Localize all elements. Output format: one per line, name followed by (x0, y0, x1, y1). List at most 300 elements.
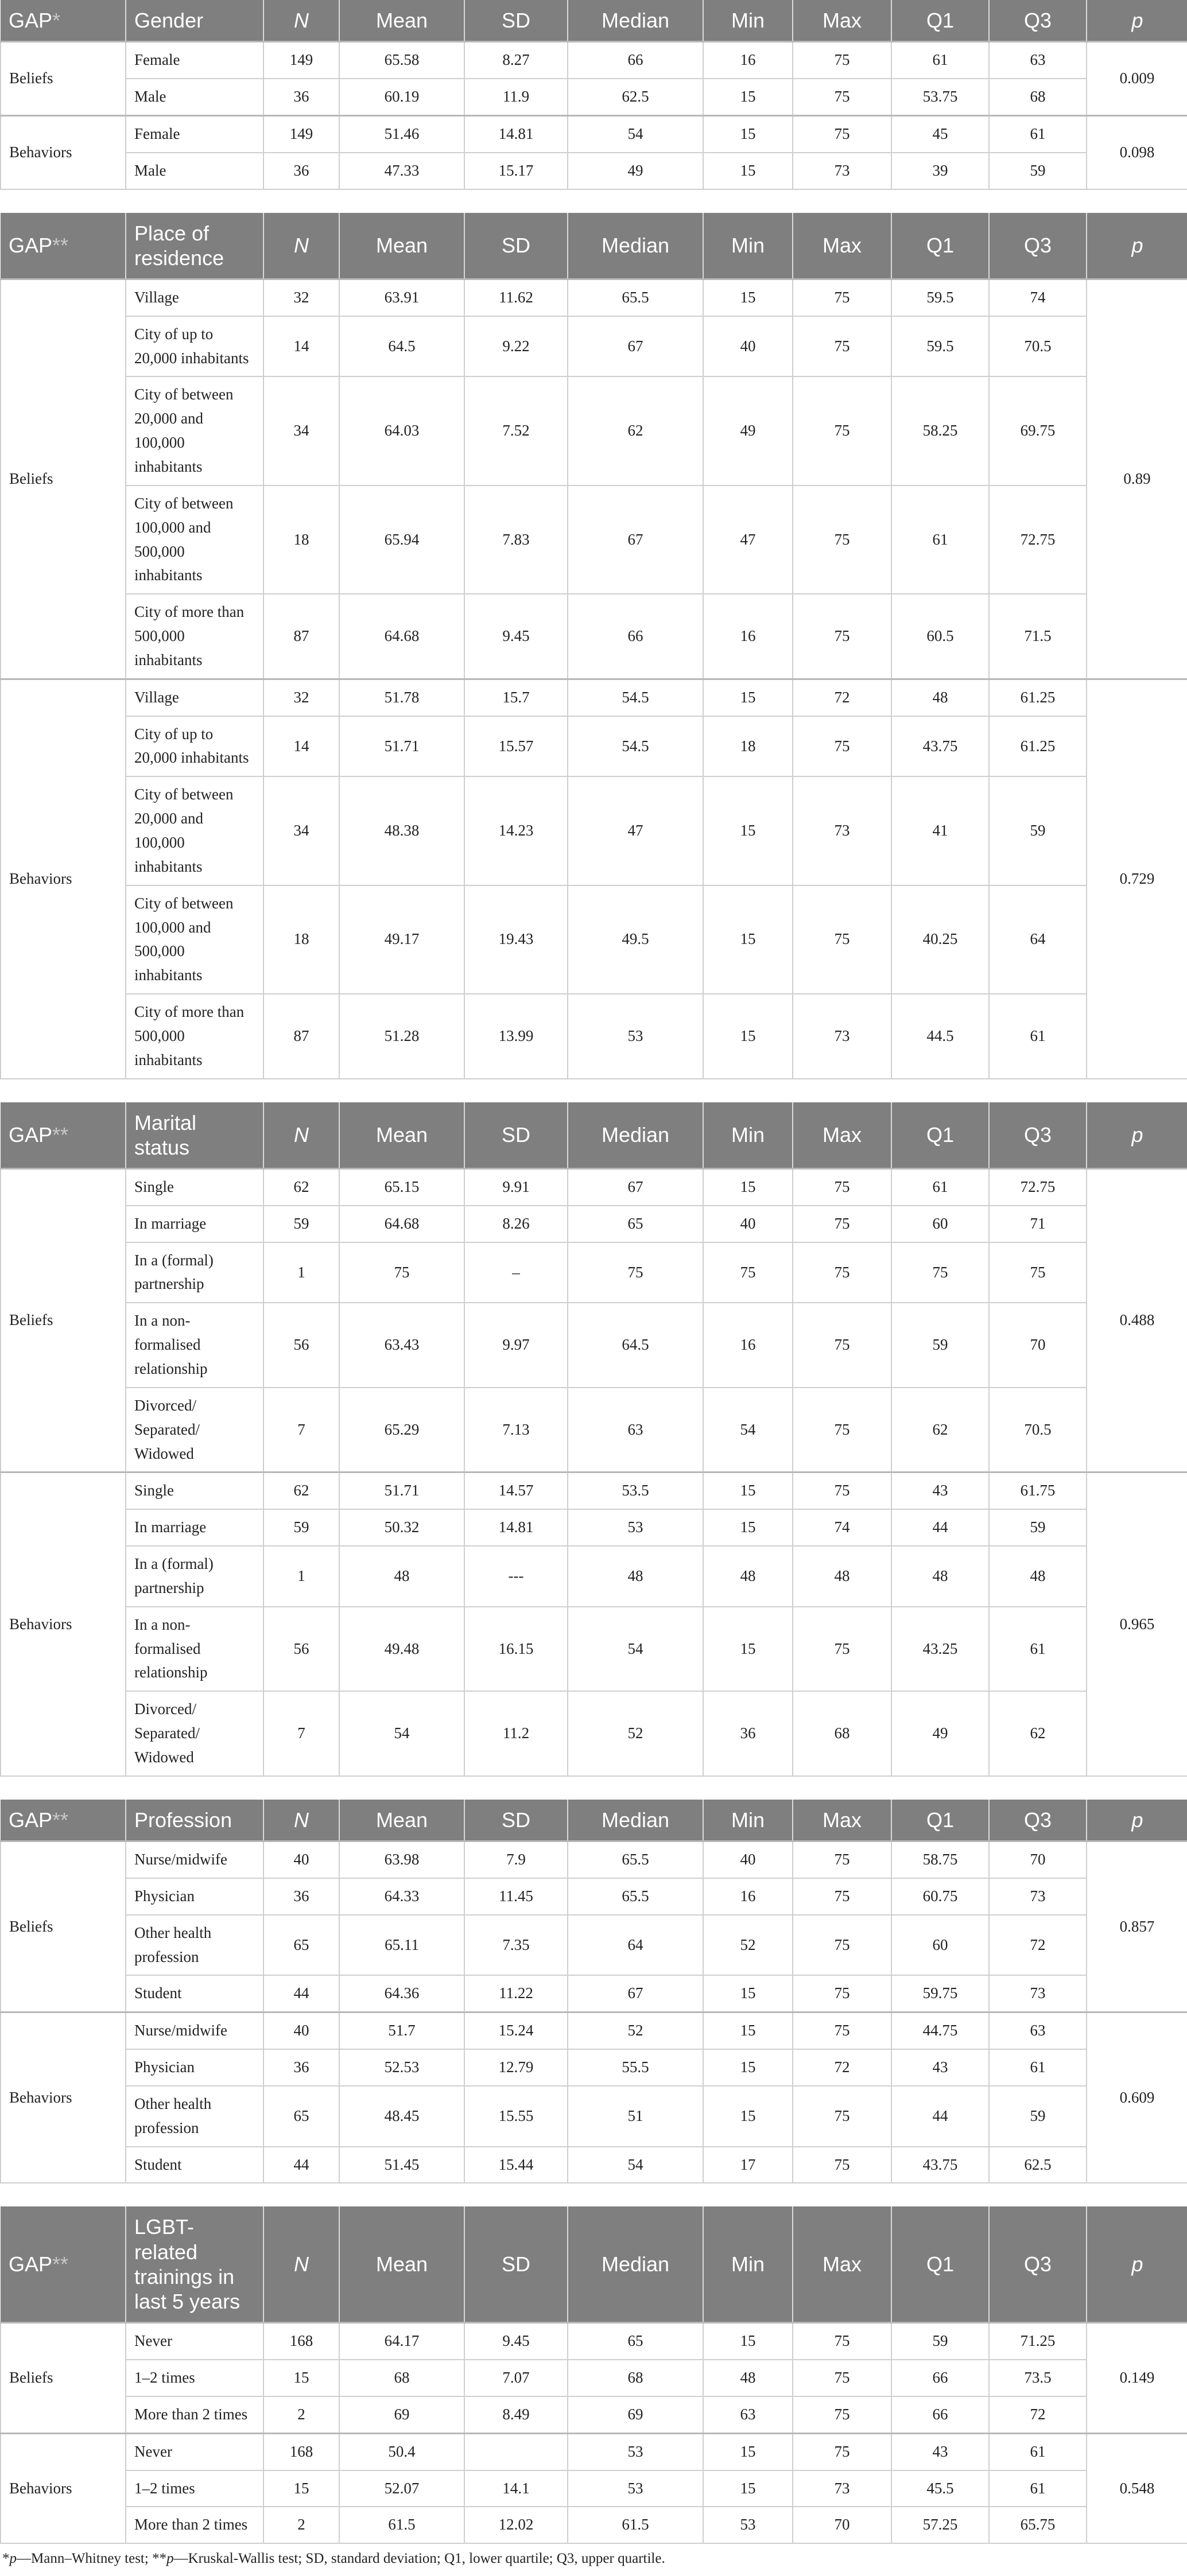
n-cell: 7 (263, 1691, 339, 1776)
header-sd: SD (464, 0, 568, 42)
median-cell: 75 (568, 1242, 703, 1303)
mean-cell: 75 (339, 1242, 464, 1303)
q3-cell: 59 (989, 1509, 1087, 1546)
median-cell: 53 (568, 1509, 703, 1546)
min-cell: 47 (703, 485, 793, 594)
min-cell: 16 (703, 42, 793, 79)
p-value-cell: 0.857 (1087, 1841, 1187, 2012)
q1-cell: 61 (891, 1168, 989, 1205)
category-cell: In a (formal) partnership (126, 1546, 263, 1607)
max-cell: 75 (793, 2323, 891, 2360)
header-gap-label: GAP (9, 1808, 53, 1832)
q1-cell: 39 (891, 153, 989, 189)
min-cell: 40 (703, 1841, 793, 1878)
header-variable: Gender (126, 0, 263, 42)
table-row (1, 79, 1187, 115)
p-value-cell: 0.609 (1087, 2012, 1187, 2183)
mean-cell: 54 (339, 1691, 464, 1776)
q3-cell: 73 (989, 1975, 1087, 2012)
sd-cell: 7.13 (464, 1388, 568, 1472)
n-cell: 149 (263, 115, 339, 152)
sd-cell: 7.83 (464, 485, 568, 594)
n-cell: 36 (263, 2049, 339, 2086)
header-median: Median (568, 213, 703, 279)
median-cell: 49 (568, 153, 703, 189)
n-cell: 18 (263, 885, 339, 994)
min-cell: 18 (703, 716, 793, 777)
q1-cell: 44 (891, 1509, 989, 1546)
header-variable: Place of residence (126, 213, 263, 279)
category-cell: In a (formal) partnership (126, 1242, 263, 1303)
max-cell: 48 (793, 1546, 891, 1607)
header-min: Min (703, 1800, 793, 1841)
sd-cell: 14.23 (464, 776, 568, 885)
p-value-cell: 0.548 (1087, 2433, 1187, 2543)
median-cell: 66 (568, 42, 703, 79)
max-cell: 75 (793, 885, 891, 994)
q3-cell: 72.75 (989, 485, 1087, 594)
header-gap-mark: ** (52, 1808, 69, 1832)
mean-cell: 63.43 (339, 1303, 464, 1388)
mean-cell: 48.38 (339, 776, 464, 885)
mean-cell: 64.68 (339, 594, 464, 679)
mean-cell: 47.33 (339, 153, 464, 189)
q3-cell: 74 (989, 279, 1087, 316)
table-row (1, 1303, 1187, 1388)
n-cell: 40 (263, 1841, 339, 1878)
table-row (1, 279, 1187, 316)
category-cell: Never (126, 2323, 263, 2360)
category-cell: Village (126, 679, 263, 716)
sd-cell: 11.62 (464, 279, 568, 316)
sd-cell: 15.55 (464, 2086, 568, 2147)
sd-cell: 14.57 (464, 1472, 568, 1509)
n-cell: 34 (263, 776, 339, 885)
min-cell: 15 (703, 1168, 793, 1205)
q1-cell: 43.75 (891, 716, 989, 777)
median-cell: 67 (568, 1168, 703, 1205)
p-value-cell: 0.89 (1087, 279, 1187, 679)
max-cell: 72 (793, 2049, 891, 2086)
group-label: Behaviors (1, 115, 126, 189)
n-cell: 44 (263, 2147, 339, 2183)
header-median: Median (568, 1102, 703, 1169)
p-value-cell: 0.098 (1087, 115, 1187, 189)
category-cell: Divorced/ Separated/ Widowed (126, 1691, 263, 1776)
min-cell: 16 (703, 1303, 793, 1388)
median-cell: 65.5 (568, 279, 703, 316)
sd-cell: 9.91 (464, 1168, 568, 1205)
median-cell: 61.5 (568, 2507, 703, 2543)
sd-cell: 11.9 (464, 79, 568, 115)
q3-cell: 73.5 (989, 2360, 1087, 2396)
header-sd: SD (464, 213, 568, 279)
p-value-cell: 0.149 (1087, 2323, 1187, 2434)
category-cell: Female (126, 42, 263, 79)
q1-cell: 60.75 (891, 1878, 989, 1915)
header-max: Max (793, 0, 891, 42)
median-cell: 65 (568, 1206, 703, 1242)
max-cell: 75 (793, 1915, 891, 1976)
category-cell: In marriage (126, 1206, 263, 1242)
max-cell: 75 (793, 316, 891, 377)
sd-cell: – (464, 1242, 568, 1303)
header-p: p (1087, 213, 1187, 279)
sd-cell: 19.43 (464, 885, 568, 994)
table-row (1, 1546, 1187, 1607)
category-cell: 1–2 times (126, 2470, 263, 2507)
header-min: Min (703, 1102, 793, 1169)
header-mean: Mean (339, 2206, 464, 2322)
header-max: Max (793, 1102, 891, 1169)
category-cell: City of up to 20,000 inhabitants (126, 716, 263, 777)
n-cell: 18 (263, 485, 339, 594)
q1-cell: 53.75 (891, 79, 989, 115)
q3-cell: 70 (989, 1841, 1087, 1878)
median-cell: 53 (568, 2470, 703, 2507)
median-cell: 68 (568, 2360, 703, 2396)
header-gap (1, 1102, 126, 1169)
q1-cell: 59.5 (891, 279, 989, 316)
max-cell: 70 (793, 2507, 891, 2543)
table-row (1, 2507, 1187, 2543)
q1-cell: 48 (891, 1546, 989, 1607)
table-header-row (1, 2206, 1187, 2322)
median-cell: 62.5 (568, 79, 703, 115)
sd-cell: 7.07 (464, 2360, 568, 2396)
median-cell: 67 (568, 1975, 703, 2012)
median-cell: 54.5 (568, 679, 703, 716)
stats-table (0, 0, 1187, 190)
sd-cell: 13.99 (464, 994, 568, 1079)
table-row (1, 885, 1187, 994)
min-cell: 15 (703, 2049, 793, 2086)
sd-cell: 15.57 (464, 716, 568, 777)
min-cell: 15 (703, 2470, 793, 2507)
min-cell: 16 (703, 1878, 793, 1915)
sd-cell: 12.02 (464, 2507, 568, 2543)
n-cell: 62 (263, 1472, 339, 1509)
q1-cell: 61 (891, 485, 989, 594)
category-cell: Nurse/midwife (126, 1841, 263, 1878)
q3-cell: 61 (989, 2433, 1087, 2470)
max-cell: 75 (793, 2360, 891, 2396)
header-gap-label: GAP (9, 1123, 53, 1147)
header-gap-label: GAP (9, 2252, 53, 2276)
header-mean: Mean (339, 213, 464, 279)
category-cell: City of between 100,000 and 500,000 inhabitants (126, 885, 263, 994)
median-cell: 53 (568, 2433, 703, 2470)
median-cell: 51 (568, 2086, 703, 2147)
n-cell: 7 (263, 1388, 339, 1472)
mean-cell: 49.17 (339, 885, 464, 994)
min-cell: 40 (703, 1206, 793, 1242)
footnote-p-2: p (166, 2551, 174, 2567)
q3-cell: 70 (989, 1303, 1087, 1388)
min-cell: 53 (703, 2507, 793, 2543)
min-cell: 75 (703, 1242, 793, 1303)
min-cell: 17 (703, 2147, 793, 2183)
category-cell: Other health profession (126, 2086, 263, 2147)
header-sd: SD (464, 2206, 568, 2322)
mean-cell: 48.45 (339, 2086, 464, 2147)
table-row (1, 376, 1187, 485)
category-cell: In a non-formalised relationship (126, 1303, 263, 1388)
n-cell: 56 (263, 1303, 339, 1388)
mean-cell: 51.28 (339, 994, 464, 1079)
table-row (1, 1242, 1187, 1303)
sd-cell: 8.26 (464, 1206, 568, 1242)
mean-cell: 61.5 (339, 2507, 464, 2543)
table-row (1, 2012, 1187, 2049)
table-row (1, 679, 1187, 716)
table-row (1, 115, 1187, 152)
sd-cell: 12.79 (464, 2049, 568, 2086)
header-q3: Q3 (989, 2206, 1087, 2322)
category-cell: City of between 20,000 and 100,000 inhabitants (126, 776, 263, 885)
n-cell: 15 (263, 2470, 339, 2507)
mean-cell: 51.45 (339, 2147, 464, 2183)
footnote-lead: * (2, 2551, 10, 2567)
max-cell: 75 (793, 79, 891, 115)
median-cell: 52 (568, 1691, 703, 1776)
table-row (1, 1509, 1187, 1546)
mean-cell: 64.5 (339, 316, 464, 377)
table-row (1, 42, 1187, 79)
q3-cell: 75 (989, 1242, 1087, 1303)
min-cell: 15 (703, 2012, 793, 2049)
mean-cell: 69 (339, 2396, 464, 2433)
header-median: Median (568, 0, 703, 42)
mean-cell: 64.03 (339, 376, 464, 485)
max-cell: 75 (793, 594, 891, 679)
q3-cell: 61 (989, 994, 1087, 1079)
n-cell: 62 (263, 1168, 339, 1205)
min-cell: 15 (703, 1607, 793, 1692)
n-cell: 168 (263, 2433, 339, 2470)
sd-cell: 15.7 (464, 679, 568, 716)
table-row (1, 1691, 1187, 1776)
q3-cell: 70.5 (989, 316, 1087, 377)
group-label: Behaviors (1, 2012, 126, 2183)
header-variable: Marital status (126, 1102, 263, 1169)
table-row (1, 2323, 1187, 2360)
table-row (1, 316, 1187, 377)
median-cell: 65.5 (568, 1841, 703, 1878)
category-cell: Student (126, 1975, 263, 2012)
q1-cell: 59.75 (891, 1975, 989, 2012)
mean-cell: 64.17 (339, 2323, 464, 2360)
header-q1: Q1 (891, 1800, 989, 1841)
q1-cell: 75 (891, 1242, 989, 1303)
table-header-row (1, 1102, 1187, 1169)
mean-cell: 60.19 (339, 79, 464, 115)
header-min: Min (703, 2206, 793, 2322)
min-cell: 15 (703, 2323, 793, 2360)
header-q1: Q1 (891, 1102, 989, 1169)
q3-cell: 61 (989, 115, 1087, 152)
max-cell: 75 (793, 2433, 891, 2470)
max-cell: 75 (793, 2147, 891, 2183)
header-sd: SD (464, 1102, 568, 1169)
q3-cell: 61.25 (989, 679, 1087, 716)
max-cell: 75 (793, 1168, 891, 1205)
sd-cell: 15.24 (464, 2012, 568, 2049)
footnote-p-1: p (9, 2551, 17, 2567)
header-q3: Q3 (989, 213, 1087, 279)
category-cell: Nurse/midwife (126, 2012, 263, 2049)
n-cell: 2 (263, 2396, 339, 2433)
q3-cell: 61 (989, 1607, 1087, 1692)
table-header-row (1, 213, 1187, 279)
table-row (1, 594, 1187, 679)
mean-cell: 65.15 (339, 1168, 464, 1205)
category-cell: Male (126, 153, 263, 189)
category-cell: Village (126, 279, 263, 316)
max-cell: 75 (793, 716, 891, 777)
q3-cell: 70.5 (989, 1388, 1087, 1472)
n-cell: 32 (263, 279, 339, 316)
q3-cell: 72 (989, 2396, 1087, 2433)
group-label: Beliefs (1, 1841, 126, 2012)
n-cell: 87 (263, 994, 339, 1079)
max-cell: 75 (793, 2012, 891, 2049)
table-row (1, 2470, 1187, 2507)
mean-cell: 64.68 (339, 1206, 464, 1242)
category-cell: Single (126, 1472, 263, 1509)
median-cell: 55.5 (568, 2049, 703, 2086)
sd-cell: 15.17 (464, 153, 568, 189)
min-cell: 15 (703, 79, 793, 115)
p-value-cell: 0.729 (1087, 679, 1187, 1078)
q1-cell: 43 (891, 2049, 989, 2086)
q1-cell: 43.25 (891, 1607, 989, 1692)
median-cell: 49.5 (568, 885, 703, 994)
mean-cell: 63.98 (339, 1841, 464, 1878)
max-cell: 75 (793, 1206, 891, 1242)
max-cell: 75 (793, 1388, 891, 1472)
group-label: Behaviors (1, 1472, 126, 1776)
sd-cell: 15.44 (464, 2147, 568, 2183)
median-cell: 53.5 (568, 1472, 703, 1509)
header-q1: Q1 (891, 2206, 989, 2322)
category-cell: More than 2 times (126, 2507, 263, 2543)
header-gap-mark: * (52, 9, 61, 32)
q3-cell: 63 (989, 42, 1087, 79)
group-label: Behaviors (1, 2433, 126, 2543)
min-cell: 15 (703, 1472, 793, 1509)
q3-cell: 48 (989, 1546, 1087, 1607)
table-row (1, 1915, 1187, 1976)
category-cell: Physician (126, 1878, 263, 1915)
max-cell: 75 (793, 1975, 891, 2012)
header-max: Max (793, 213, 891, 279)
q3-cell: 61 (989, 2470, 1087, 2507)
q3-cell: 64 (989, 885, 1087, 994)
mean-cell: 52.07 (339, 2470, 464, 2507)
stats-table (0, 1102, 1187, 1777)
sd-cell: 7.9 (464, 1841, 568, 1878)
header-min: Min (703, 213, 793, 279)
header-variable: LGBT-related trainings in last 5 years (126, 2206, 263, 2322)
n-cell: 1 (263, 1242, 339, 1303)
min-cell: 15 (703, 2433, 793, 2470)
category-cell: Student (126, 2147, 263, 2183)
min-cell: 63 (703, 2396, 793, 2433)
category-cell: City of up to 20,000 inhabitants (126, 316, 263, 377)
n-cell: 1 (263, 1546, 339, 1607)
table-row (1, 2396, 1187, 2433)
header-p: p (1087, 1102, 1187, 1169)
q1-cell: 60 (891, 1206, 989, 1242)
table-row (1, 1975, 1187, 2012)
category-cell: In a non-formalised relationship (126, 1607, 263, 1692)
median-cell: 54 (568, 1607, 703, 1692)
q1-cell: 43.75 (891, 2147, 989, 2183)
max-cell: 75 (793, 1472, 891, 1509)
q1-cell: 61 (891, 42, 989, 79)
q1-cell: 48 (891, 679, 989, 716)
min-cell: 15 (703, 2086, 793, 2147)
header-max: Max (793, 1800, 891, 1841)
category-cell: City of more than 500,000 inhabitants (126, 994, 263, 1079)
min-cell: 15 (703, 994, 793, 1079)
table-row (1, 2049, 1187, 2086)
n-cell: 168 (263, 2323, 339, 2360)
p-value-cell: 0.488 (1087, 1168, 1187, 1472)
min-cell: 15 (703, 153, 793, 189)
median-cell: 64.5 (568, 1303, 703, 1388)
p-value-cell: 0.965 (1087, 1472, 1187, 1776)
max-cell: 72 (793, 679, 891, 716)
table-row (1, 1388, 1187, 1472)
header-mean: Mean (339, 1102, 464, 1169)
mean-cell: 68 (339, 2360, 464, 2396)
header-n: N (263, 213, 339, 279)
n-cell: 2 (263, 2507, 339, 2543)
median-cell: 48 (568, 1546, 703, 1607)
q1-cell: 58.75 (891, 1841, 989, 1878)
q3-cell: 59 (989, 2086, 1087, 2147)
mean-cell: 51.71 (339, 1472, 464, 1509)
max-cell: 73 (793, 2470, 891, 2507)
table-footnote (0, 2544, 1187, 2576)
q1-cell: 58.25 (891, 376, 989, 485)
median-cell: 54.5 (568, 716, 703, 777)
category-cell: Female (126, 115, 263, 152)
header-q1: Q1 (891, 0, 989, 42)
sd-cell: 9.97 (464, 1303, 568, 1388)
sd-cell: 7.52 (464, 376, 568, 485)
footnote-text-2: —Kruskal-Wallis test; SD, standard deviation; Q1, lower quartile; Q3, upper quartile. (173, 2551, 665, 2567)
median-cell: 69 (568, 2396, 703, 2433)
n-cell: 149 (263, 42, 339, 79)
q1-cell: 44.5 (891, 994, 989, 1079)
sd-cell: 14.81 (464, 1509, 568, 1546)
min-cell: 54 (703, 1388, 793, 1472)
table-row (1, 2360, 1187, 2396)
n-cell: 44 (263, 1975, 339, 2012)
q1-cell: 44.75 (891, 2012, 989, 2049)
min-cell: 15 (703, 115, 793, 152)
table-header-row (1, 1800, 1187, 1841)
median-cell: 65.5 (568, 1878, 703, 1915)
q1-cell: 45.5 (891, 2470, 989, 2507)
min-cell: 15 (703, 279, 793, 316)
table-header-row (1, 0, 1187, 42)
n-cell: 87 (263, 594, 339, 679)
header-mean: Mean (339, 1800, 464, 1841)
